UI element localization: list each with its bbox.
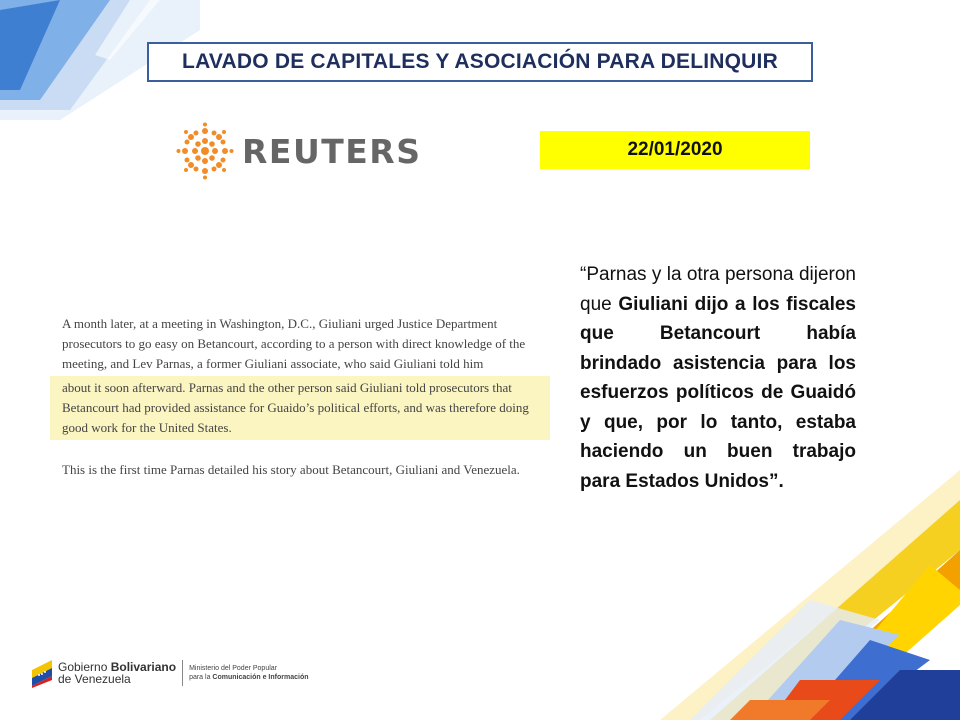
article-paragraph-1: A month later, at a meeting in Washington, D.C., Giuliani urged Justice Department prosecutors to go easy on Betancourt, according to a person with direct knowledge of the meeting, and Lev Parnas, a former Giuliani associate, who said Giuliani told him xyxy=(62,316,526,371)
venezuela-flag-emblem-icon xyxy=(30,658,54,688)
reuters-dot-circle-logo-icon xyxy=(176,122,234,180)
gobierno-bolivariano-text: Gobierno Bolivariano de Venezuela xyxy=(58,660,177,686)
date-label: 22/01/2020 xyxy=(627,139,723,160)
article-paragraph-2: This is the first time Parnas detailed his story about Betancourt, Giuliani and Venezuela. xyxy=(62,462,520,477)
bottom-right-stripes-decoration xyxy=(600,470,960,720)
quote-bold: Giuliani dijo a los fiscales que Betancourt había brindado asistencia para los esfuerzos políticos de Guaidó y que, por lo tanto, estaba haciendo un buen trabajo para Estados Unidos”. xyxy=(580,293,856,492)
spanish-quote xyxy=(580,260,856,496)
slide-title: LAVADO DE CAPITALES Y ASOCIACIÓN PARA DELINQUIR xyxy=(182,50,778,73)
date-box xyxy=(540,131,810,169)
article-excerpt xyxy=(50,312,550,482)
reuters-wordmark: REUTERS xyxy=(242,131,422,171)
ministerio-text: Ministerio del Poder Popular para la Comunicación e Información xyxy=(189,665,309,681)
article-highlighted-passage: about it soon afterward. Parnas and the other person said Giuliani told prosecutors that Betancourt had provided assistance for Guaido’s political efforts, and was therefore doing good work for the United States. xyxy=(50,376,550,440)
reuters-logo xyxy=(176,122,421,180)
quote-lead: “Parnas y la otra persona dijeron que xyxy=(580,264,856,315)
footer-government-logo xyxy=(30,658,309,688)
title-box xyxy=(147,42,813,82)
footer-divider xyxy=(182,660,183,686)
